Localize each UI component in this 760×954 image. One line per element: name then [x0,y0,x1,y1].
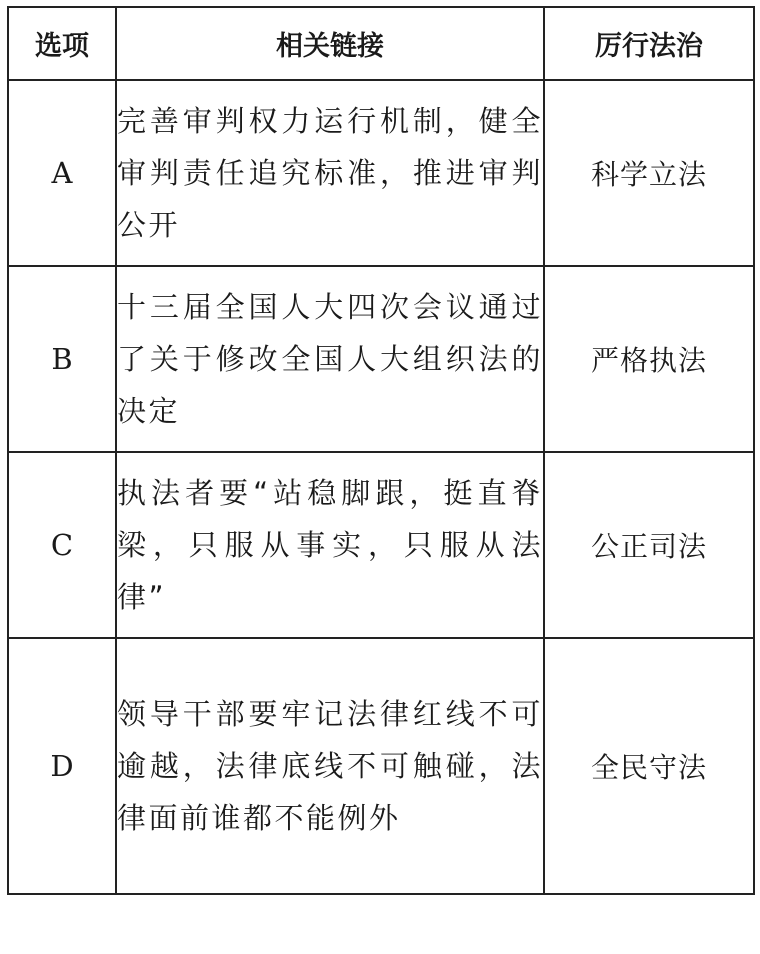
related-link-text: 完善审判权力运行机制，健全审判责任追究标准，推进审判公开 [116,80,544,266]
option-label: D [8,638,116,894]
header-related-link: 相关链接 [116,7,544,80]
table-row [8,452,754,638]
rule-of-law-text: 严格执法 [544,266,754,452]
related-link-text: 领导干部要牢记法律红线不可逾越，法律底线不可触碰，法律面前谁都不能例外 [116,638,544,894]
option-label: C [8,452,116,638]
table-row [8,266,754,452]
table-row [8,80,754,266]
table-row [8,638,754,894]
header-option: 选项 [8,7,116,80]
related-link-text: 十三届全国人大四次会议通过了关于修改全国人大组织法的决定 [116,266,544,452]
header-row [8,7,754,80]
header-rule-of-law: 厉行法治 [544,7,754,80]
rule-of-law-text: 公正司法 [544,452,754,638]
options-table [7,6,755,895]
rule-of-law-text: 全民守法 [544,638,754,894]
option-label: A [8,80,116,266]
rule-of-law-text: 科学立法 [544,80,754,266]
related-link-text: 执法者要“站稳脚跟，挺直脊梁，只服从事实，只服从法律” [116,452,544,638]
option-label: B [8,266,116,452]
